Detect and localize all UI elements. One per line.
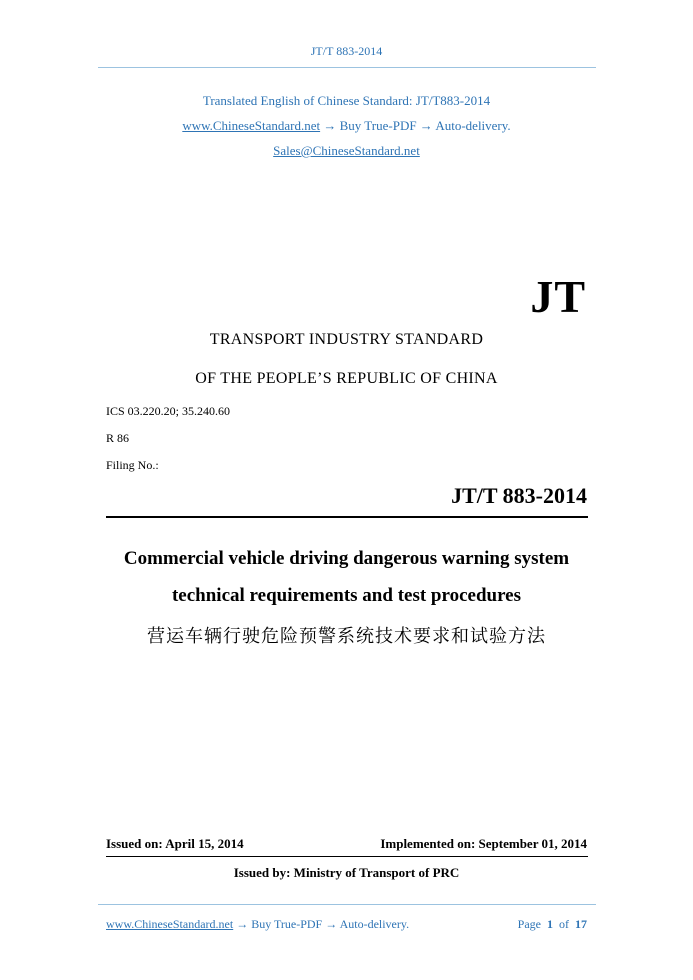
site-link[interactable]: www.ChineseStandard.net: [182, 118, 321, 133]
ics-code: ICS 03.220.20; 35.240.60: [106, 404, 231, 418]
standard-mark: JT: [530, 271, 586, 322]
standard-code: JT/T 883-2014: [451, 483, 587, 508]
filing-number: Filing No.:: [106, 458, 159, 472]
page-label: Page: [517, 917, 541, 931]
email-line: [0, 143, 693, 159]
standard-type-line1: TRANSPORT INDUSTRY STANDARD: [209, 331, 484, 348]
title-en-line1: Commercial vehicle driving dangerous warning system: [123, 548, 570, 569]
of-label: of: [559, 917, 569, 931]
footer-promo: [106, 917, 409, 932]
page-number: 1: [547, 917, 553, 931]
footer-site-link[interactable]: www.ChineseStandard.net: [106, 917, 234, 931]
promo-text: → Buy True-PDF → Auto-delivery.: [320, 118, 511, 133]
footer-promo-text: → Buy True-PDF → Auto-delivery.: [233, 917, 410, 931]
promo-line: [0, 118, 693, 134]
page-indicator: [518, 917, 587, 932]
implemented-date: Implemented on: September 01, 2014: [380, 836, 587, 851]
email-link[interactable]: Sales@ChineseStandard.net: [273, 143, 420, 158]
code-rule: [106, 516, 588, 518]
footer-rule: [98, 904, 596, 905]
translation-notice: Translated English of Chinese Standard: JT/T883-2014: [202, 93, 491, 108]
page-total: 17: [575, 917, 587, 931]
issued-by: Issued by: Ministry of Transport of PRC: [233, 865, 460, 880]
title-cn: 营运车辆行驶危险预警系统技术要求和试验方法: [147, 626, 546, 647]
issued-date: Issued on: April 15, 2014: [106, 836, 244, 851]
title-en-line2: technical requirements and test procedures: [171, 585, 521, 606]
header-rule: [98, 67, 596, 68]
ccs-code: R 86: [106, 431, 130, 445]
running-header: JT/T 883-2014: [310, 44, 383, 58]
dates-rule: [106, 856, 588, 857]
standard-type-line2: OF THE PEOPLE’S REPUBLIC OF CHINA: [195, 370, 498, 387]
